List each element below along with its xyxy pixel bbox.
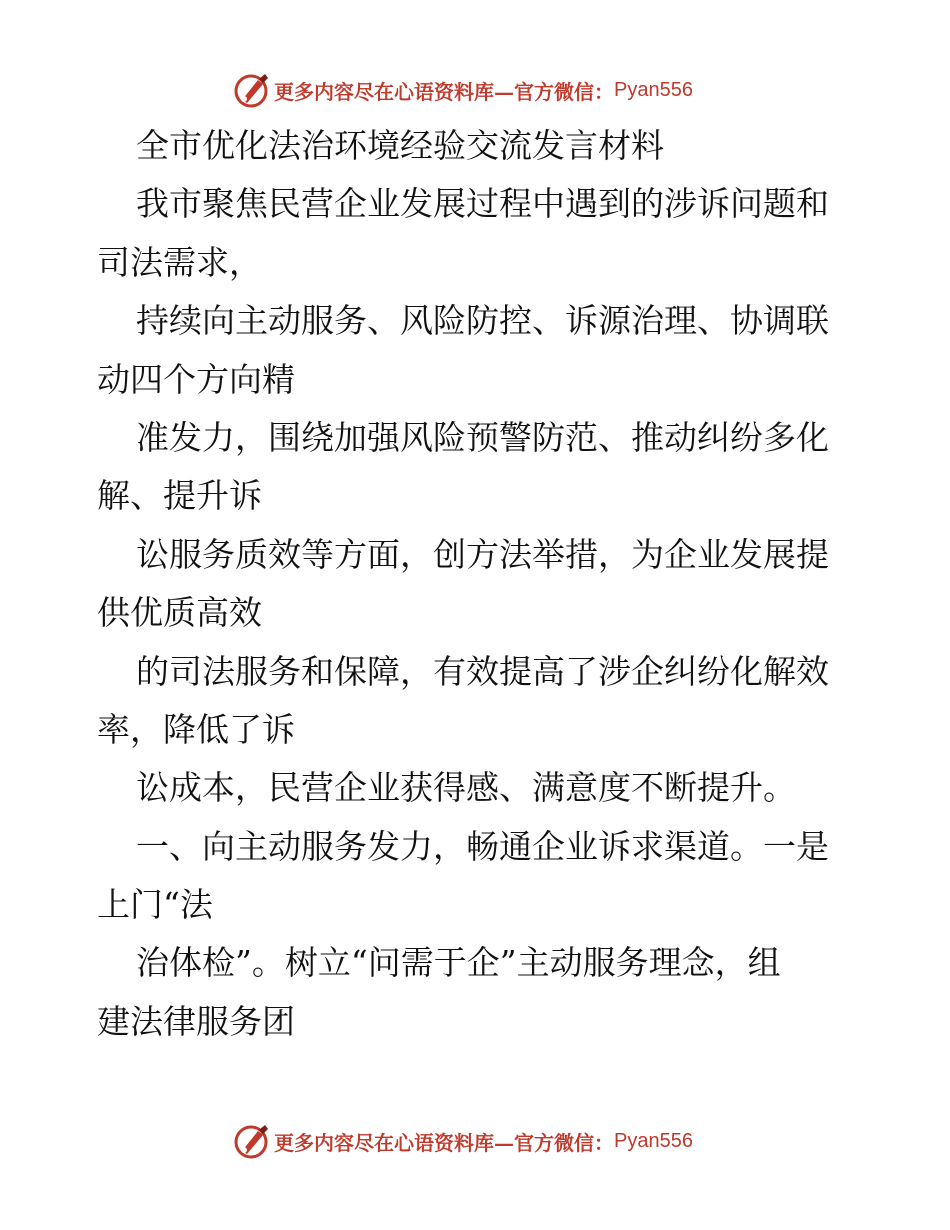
paragraph-line: 动四个方向精 [97, 359, 295, 399]
footer-banner [232, 1121, 693, 1161]
paragraph-line: 准发力，围绕加强风险预警防范、推动纠纷多化 [136, 417, 829, 457]
document-title: 全市优化法治环境经验交流发言材料 [136, 126, 664, 165]
paragraph-line: 率，降低了诉 [97, 709, 295, 749]
footer-wechat-id: Pyan556 [614, 1129, 693, 1152]
paragraph-line: 解、提升诉 [97, 476, 262, 516]
paragraph-line: 讼服务质效等方面，创方法举措，为企业发展提 [136, 534, 829, 574]
paragraph-line: 的司法服务和保障，有效提高了涉企纠纷化解效 [136, 651, 829, 691]
paragraph-line: 我市聚焦民营企业发展过程中遇到的涉诉问题和 [136, 184, 829, 224]
paragraph-line: 讼成本，民营企业获得感、满意度不断提升。 [136, 768, 796, 808]
pen-nib-logo-icon [232, 70, 272, 110]
paragraph-line: 供优质高效 [97, 593, 262, 633]
pen-nib-logo-icon [232, 1121, 272, 1161]
footer-banner-text: 更多内容尽在心语资料库—官方微信： [274, 1130, 614, 1155]
paragraph-line: 治体检”。树立“问需于企”主动服务理念，组 [136, 943, 781, 983]
document-body [97, 117, 857, 1051]
paragraph-line: 司法需求， [97, 242, 262, 282]
paragraph-line: 持续向主动服务、风险防控、诉源治理、协调联 [136, 301, 829, 341]
header-wechat-id: Pyan556 [614, 78, 693, 101]
header-banner [232, 70, 693, 110]
section-heading-line: 一、向主动服务发力，畅通企业诉求渠道。一是 [136, 826, 829, 866]
paragraph-line: 建法律服务团 [97, 1001, 295, 1041]
header-banner-text: 更多内容尽在心语资料库—官方微信： [274, 79, 614, 104]
paragraph-line: 上门“法 [97, 885, 213, 925]
